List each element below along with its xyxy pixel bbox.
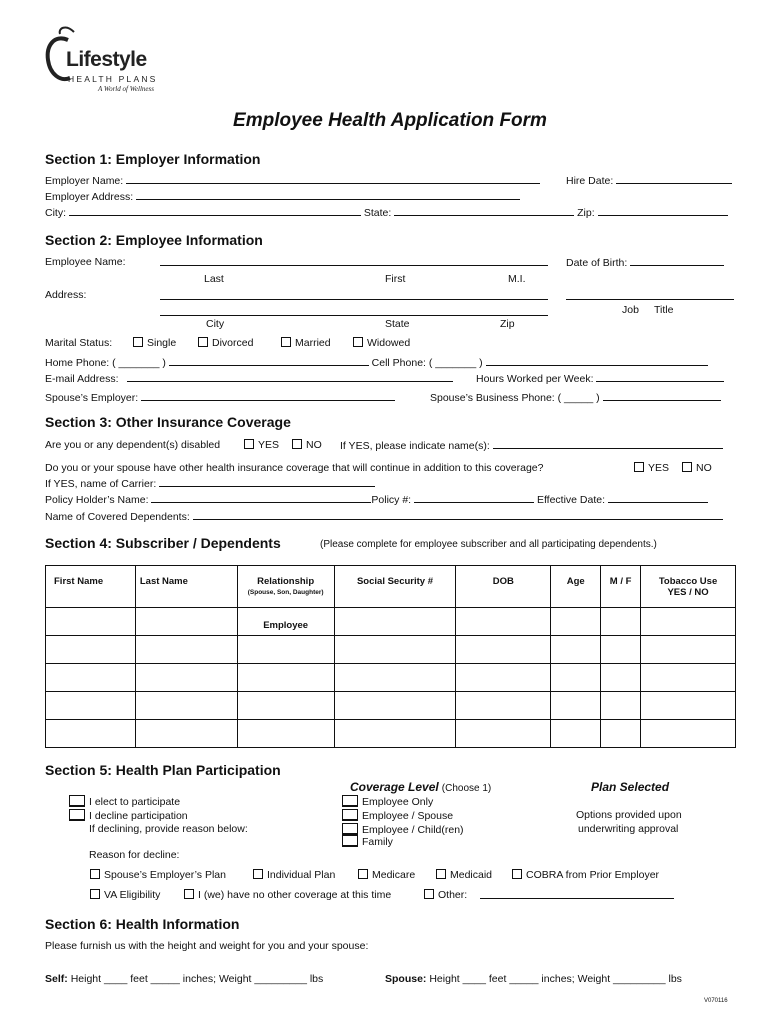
spouse-label: Spouse: — [385, 973, 427, 985]
no-label: NO — [306, 439, 322, 451]
spouse-row — [385, 973, 682, 985]
table-cell[interactable] — [135, 608, 237, 636]
col-first-name: First Name — [46, 566, 136, 608]
home-phone-row — [45, 356, 708, 369]
reason-medicaid-label: Medicaid — [450, 869, 493, 881]
table-cell[interactable] — [46, 608, 136, 636]
cell-phone-label: Cell Phone: ( _______ ) — [371, 357, 483, 369]
marital-single[interactable] — [133, 337, 176, 349]
employee-spouse-option[interactable] — [342, 809, 453, 822]
email-row — [45, 372, 453, 385]
if-declining-label: If declining, provide reason below: — [89, 823, 248, 835]
section-3-heading: Section 3: Other Insurance Coverage — [45, 414, 291, 430]
state-label: State: — [363, 207, 392, 219]
employee-cell: Employee — [237, 608, 334, 636]
col-relationship — [237, 566, 334, 608]
decline-label: I decline participation — [89, 810, 188, 822]
other-coverage-yes[interactable] — [634, 462, 669, 474]
dependents-label: Name of Covered Dependents: — [45, 511, 190, 523]
married-label: Married — [295, 337, 331, 349]
table-cell[interactable] — [641, 720, 736, 748]
self-label: Self: — [45, 973, 68, 985]
table-cell[interactable] — [135, 720, 237, 748]
table-cell[interactable] — [334, 608, 456, 636]
dob-field[interactable] — [630, 256, 724, 266]
checkbox-icon[interactable] — [682, 462, 692, 472]
spouse-phone-row — [430, 391, 721, 404]
employer-name-field[interactable] — [126, 174, 540, 184]
dependents-table — [45, 565, 736, 748]
plan-selected-header: Plan Selected — [591, 780, 670, 794]
employee-name-field[interactable] — [160, 256, 548, 266]
reason-no-coverage[interactable] — [184, 889, 391, 901]
marital-married[interactable] — [281, 337, 331, 349]
table-cell[interactable] — [456, 636, 551, 664]
table-cell[interactable] — [551, 608, 601, 636]
tobacco-sub: YES / NO — [667, 587, 709, 598]
table-cell[interactable] — [237, 692, 334, 720]
dob-label: Date of Birth: — [566, 257, 628, 269]
hours-field[interactable] — [596, 372, 724, 382]
mi-caption: M.I. — [508, 273, 526, 285]
table-header-row — [46, 566, 736, 608]
company-logo — [44, 22, 174, 96]
single-label: Single — [147, 337, 177, 349]
email-field[interactable] — [127, 372, 453, 382]
checkbox-icon[interactable] — [353, 337, 363, 347]
family-label: Family — [362, 836, 393, 848]
holder-field[interactable] — [151, 493, 371, 503]
yes-label: YES — [648, 462, 670, 474]
marital-divorced[interactable] — [198, 337, 253, 349]
reason-individual[interactable] — [253, 869, 335, 881]
reason-label: Reason for decline: — [89, 849, 180, 861]
table-cell[interactable] — [237, 636, 334, 664]
job-title-field[interactable] — [566, 290, 734, 300]
col-dob: DOB — [456, 566, 551, 608]
cell-phone-field[interactable] — [486, 356, 708, 366]
table-cell[interactable] — [456, 692, 551, 720]
disabled-yes[interactable] — [244, 439, 279, 451]
table-cell[interactable] — [641, 608, 736, 636]
other-coverage-question: Do you or your spouse have other health insurance coverage that will continue in addition to this coverage? — [45, 462, 544, 474]
address-label: Address: — [45, 289, 87, 301]
elect-label: I elect to participate — [89, 796, 181, 808]
policy-field[interactable] — [414, 493, 534, 503]
policy-label: Policy #: — [371, 494, 412, 506]
employee-children-label: Employee / Child(ren) — [362, 824, 464, 836]
spouse-employer-field[interactable] — [141, 391, 395, 401]
reason-spouse-label: Spouse’s Employer’s Plan — [104, 869, 226, 881]
employee-name-label: Employee Name: — [45, 256, 126, 268]
spouse-phone-field[interactable] — [603, 391, 721, 401]
decline-option[interactable] — [69, 809, 188, 822]
employer-address-field[interactable] — [136, 190, 520, 200]
checkbox-icon[interactable] — [244, 439, 254, 449]
checkbox-icon[interactable] — [512, 869, 522, 879]
title-caption: Title — [654, 304, 674, 316]
hire-date-row — [566, 174, 732, 187]
choose-one-label: (Choose 1) — [441, 783, 492, 794]
table-row — [46, 636, 736, 664]
zip-field[interactable] — [598, 206, 728, 216]
hours-row — [476, 372, 724, 385]
table-cell[interactable] — [237, 664, 334, 692]
table-cell[interactable] — [237, 720, 334, 748]
divorced-label: Divorced — [212, 337, 254, 349]
logo-brand: Lifestyle — [66, 48, 147, 71]
checkbox-icon[interactable] — [133, 337, 143, 347]
reason-other[interactable] — [424, 889, 467, 901]
checkbox-icon[interactable] — [90, 869, 100, 879]
relationship-sub: (Spouse, Son, Daughter) — [247, 589, 324, 596]
self-row — [45, 973, 323, 985]
holder-label: Policy Holder’s Name: — [45, 494, 149, 506]
self-measurements[interactable]: Height ____ feet _____ inches; Weight _________ lbs — [70, 973, 324, 985]
table-cell[interactable] — [456, 664, 551, 692]
checkbox-icon[interactable] — [90, 889, 100, 899]
col-last-name: Last Name — [135, 566, 237, 608]
checkbox-icon[interactable] — [253, 869, 263, 879]
checkbox-icon[interactable] — [342, 823, 358, 835]
table-cell[interactable] — [601, 608, 641, 636]
checkbox-icon[interactable] — [184, 889, 194, 899]
health-instructions: Please furnish us with the height and weight for you and your spouse: — [45, 940, 369, 952]
checkbox-icon[interactable] — [342, 835, 358, 847]
reason-no-coverage-label: I (we) have no other coverage at this time — [198, 889, 392, 901]
table-row — [46, 608, 736, 636]
employee-only-option[interactable] — [342, 795, 433, 808]
section-5-heading: Section 5: Health Plan Participation — [45, 762, 281, 778]
section-4-heading: Section 4: Subscriber / Dependents — [45, 535, 281, 551]
names-row — [340, 439, 723, 452]
logo-sub: HEALTH PLANS — [68, 74, 158, 84]
reason-va-label: VA Eligibility — [104, 889, 161, 901]
table-cell[interactable] — [551, 636, 601, 664]
checkbox-icon[interactable] — [436, 869, 446, 879]
table-cell[interactable] — [601, 692, 641, 720]
table-cell[interactable] — [601, 636, 641, 664]
col-age: Age — [551, 566, 601, 608]
table-cell[interactable] — [334, 720, 456, 748]
city-caption: City — [206, 318, 225, 330]
spouse-employer-label: Spouse’s Employer: — [45, 392, 139, 404]
table-cell[interactable] — [46, 720, 136, 748]
spouse-employer-row — [45, 391, 395, 404]
table-cell[interactable] — [641, 636, 736, 664]
yes-label: YES — [258, 439, 280, 451]
zip-label: Zip: — [577, 207, 595, 219]
checkbox-icon[interactable] — [281, 337, 291, 347]
elect-option[interactable] — [69, 795, 180, 808]
spouse-measurements[interactable]: Height ____ feet _____ inches; Weight _________ lbs — [429, 973, 682, 985]
table-cell[interactable] — [456, 720, 551, 748]
col-ssn: Social Security # — [334, 566, 456, 608]
names-field[interactable] — [493, 439, 723, 449]
hours-label: Hours Worked per Week: — [476, 373, 594, 385]
coverage-level-label: Coverage Level — [350, 780, 439, 794]
table-cell[interactable] — [46, 636, 136, 664]
other-coverage-no[interactable] — [682, 462, 712, 474]
last-caption: Last — [204, 273, 224, 285]
col-mf: M / F — [601, 566, 641, 608]
reason-other-label: Other: — [438, 889, 468, 901]
checkbox-icon[interactable] — [69, 809, 85, 821]
section-6-heading: Section 6: Health Information — [45, 916, 240, 932]
section-2-heading: Section 2: Employee Information — [45, 232, 263, 248]
employee-spouse-label: Employee / Spouse — [362, 810, 454, 822]
col-tobacco — [641, 566, 736, 608]
checkbox-icon[interactable] — [69, 795, 85, 807]
table-cell[interactable] — [135, 692, 237, 720]
home-phone-field[interactable] — [169, 356, 369, 366]
disabled-no[interactable] — [292, 439, 322, 451]
state-caption: State — [385, 318, 410, 330]
checkbox-icon[interactable] — [198, 337, 208, 347]
city-field[interactable] — [69, 206, 361, 216]
dependents-row — [45, 510, 723, 523]
reason-other-field[interactable] — [480, 889, 674, 899]
table-cell[interactable] — [551, 664, 601, 692]
employer-name-row — [45, 174, 540, 187]
table-cell[interactable] — [334, 636, 456, 664]
city-label: City: — [45, 207, 66, 219]
checkbox-icon[interactable] — [342, 795, 358, 807]
table-cell[interactable] — [551, 720, 601, 748]
marital-label: Marital Status: — [45, 337, 113, 349]
table-cell[interactable] — [641, 664, 736, 692]
carrier-row — [45, 477, 375, 490]
checkbox-icon[interactable] — [634, 462, 644, 472]
reason-va[interactable] — [90, 889, 160, 901]
reason-cobra-label: COBRA from Prior Employer — [526, 869, 660, 881]
policy-row — [45, 493, 708, 506]
relationship-label: Relationship — [257, 576, 315, 587]
family-option[interactable] — [342, 835, 393, 848]
options-line-1: Options provided upon — [576, 809, 682, 821]
logo-tagline: A World of Wellness — [98, 85, 154, 93]
employer-address-label: Employer Address: — [45, 191, 134, 203]
section-4-note: (Please complete for employee subscriber and all participating dependents.) — [320, 539, 657, 550]
employee-only-label: Employee Only — [362, 796, 434, 808]
employer-name-label: Employer Name: — [45, 175, 124, 187]
checkbox-icon[interactable] — [292, 439, 302, 449]
widowed-label: Widowed — [367, 337, 411, 349]
table-cell[interactable] — [135, 636, 237, 664]
table-cell[interactable] — [334, 664, 456, 692]
table-cell[interactable] — [456, 608, 551, 636]
checkbox-icon[interactable] — [424, 889, 434, 899]
first-caption: First — [385, 273, 406, 285]
names-label: If YES, please indicate name(s): — [340, 440, 490, 452]
reason-spouse-plan[interactable] — [90, 869, 226, 881]
no-label: NO — [696, 462, 712, 474]
dependents-field[interactable] — [193, 510, 723, 520]
zip-caption: Zip — [500, 318, 515, 330]
address-field-1[interactable] — [160, 290, 548, 300]
hire-date-field[interactable] — [616, 174, 732, 184]
employer-city-row — [45, 206, 728, 219]
disabled-question: Are you or any dependent(s) disabled — [45, 439, 221, 451]
reason-individual-label: Individual Plan — [267, 869, 336, 881]
table-row — [46, 692, 736, 720]
reason-medicare[interactable] — [358, 869, 415, 881]
table-cell[interactable] — [641, 692, 736, 720]
table-cell[interactable] — [601, 664, 641, 692]
tobacco-label: Tobacco Use — [658, 576, 718, 587]
table-cell[interactable] — [601, 720, 641, 748]
reason-medicare-label: Medicare — [372, 869, 416, 881]
hire-date-label: Hire Date: — [566, 175, 614, 187]
version-code: V070116 — [704, 998, 728, 1004]
checkbox-icon[interactable] — [342, 809, 358, 821]
carrier-label: If YES, name of Carrier: — [45, 478, 157, 490]
table-cell[interactable] — [46, 692, 136, 720]
table-cell[interactable] — [46, 664, 136, 692]
employer-address-row — [45, 190, 520, 203]
effective-label: Effective Date: — [536, 494, 606, 506]
reason-cobra[interactable] — [512, 869, 659, 881]
coverage-level-header — [350, 780, 491, 794]
section-1-heading: Section 1: Employer Information — [45, 151, 261, 167]
dob-row — [566, 256, 724, 269]
state-field[interactable] — [394, 206, 574, 216]
job-caption: Job — [622, 304, 639, 316]
table-cell[interactable] — [334, 692, 456, 720]
form-title: Employee Health Application Form — [233, 110, 547, 131]
checkbox-icon[interactable] — [358, 869, 368, 879]
home-phone-label: Home Phone: ( _______ ) — [45, 357, 166, 369]
table-cell[interactable] — [135, 664, 237, 692]
effective-field[interactable] — [608, 493, 708, 503]
table-cell[interactable] — [551, 692, 601, 720]
spouse-phone-label: Spouse’s Business Phone: ( _____ ) — [430, 392, 600, 404]
table-row — [46, 664, 736, 692]
carrier-field[interactable] — [159, 477, 375, 487]
reason-medicaid[interactable] — [436, 869, 492, 881]
marital-widowed[interactable] — [353, 337, 410, 349]
address-field-2[interactable] — [160, 306, 548, 316]
options-line-2: underwriting approval — [578, 823, 679, 835]
table-row — [46, 720, 736, 748]
email-label: E-mail Address: — [45, 373, 119, 385]
